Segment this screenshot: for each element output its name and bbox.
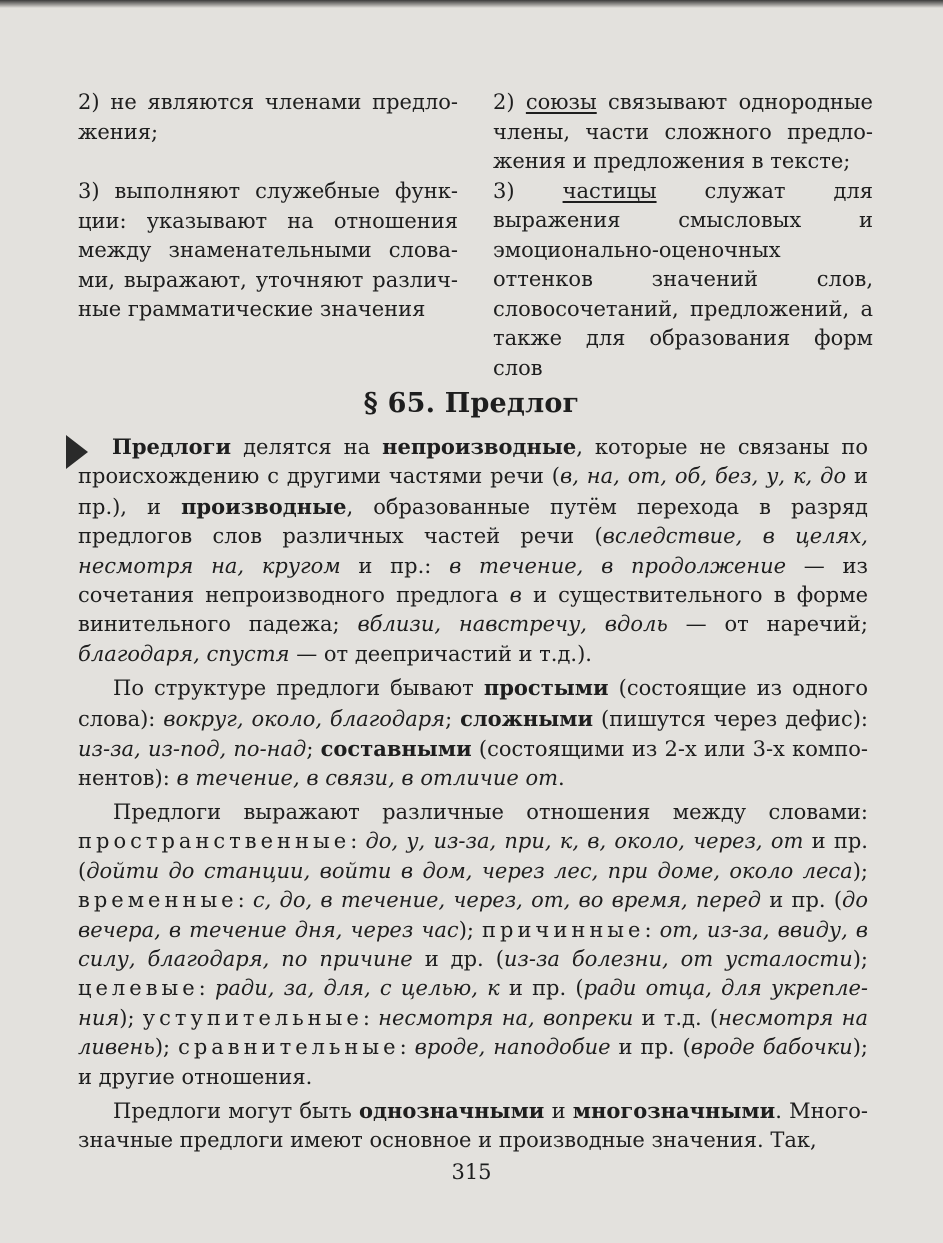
- text-run: и пр. (: [78, 829, 868, 883]
- text-run: , которые не связаны по происхождению с другими частями речи (: [78, 435, 868, 489]
- text-run: однозначными: [359, 1097, 545, 1123]
- text-run: вроде, наподобие: [414, 1035, 611, 1060]
- term-conjunctions: союзы: [525, 90, 597, 114]
- text-run: , образованные путём перехода в разряд предлогов слов различных частей речи (: [78, 494, 868, 549]
- text-run: (состоящими из 2-х или 3-х компонентов):: [78, 737, 868, 791]
- text-run: );: [119, 1005, 143, 1030]
- right-column: [493, 88, 873, 383]
- text-run: :: [399, 1035, 415, 1060]
- text-run: в, на, от, об, без, у, к, до: [559, 464, 847, 489]
- text-run: и: [544, 1098, 573, 1123]
- text-run: и существительного в форме винительного падежа;: [78, 583, 868, 637]
- text-run: непроизводные: [382, 434, 577, 459]
- right-item-3-text: служат для выражения смысловых и эмоционально-оценочных оттенков значений слов, словосочетаний, предложений, а также для образования форм слов: [493, 178, 873, 380]
- text-run: :: [644, 917, 660, 942]
- text-run: Предлоги могут быть: [113, 1098, 360, 1123]
- text-run: :: [237, 888, 253, 913]
- text-run: целевые: [78, 976, 199, 1001]
- text-run: По структуре предлоги бывают: [113, 676, 484, 701]
- text-run: временные: [78, 888, 238, 913]
- text-run: сложными: [460, 705, 594, 731]
- section-body: [78, 432, 868, 1160]
- right-item-2-number: 2): [493, 90, 526, 114]
- right-item-3-number: 3): [493, 178, 563, 203]
- text-run: дойти до станции, войти в дом, через лес, при доме, около леса: [86, 858, 853, 883]
- text-run: с, до, в течение, через, от, во время, перед: [252, 888, 762, 913]
- text-run: уступительные: [142, 1005, 363, 1030]
- text-run: .: [558, 766, 565, 791]
- text-run: и пр. (: [499, 976, 584, 1001]
- section-title: § 65. Предлог: [363, 388, 580, 419]
- text-run: и пр.), и: [78, 464, 869, 519]
- text-run: — из сочетания непроизводного предлога: [78, 553, 868, 608]
- text-run: );: [852, 946, 869, 971]
- text-run: и пр. (: [761, 888, 843, 913]
- text-run: многозначными: [572, 1097, 776, 1123]
- text-run: делятся на: [231, 435, 383, 459]
- text-run: — от деепричастий и т.д.).: [289, 641, 592, 666]
- text-run: до, у, из-за, при, к, в, около, через, от: [365, 829, 804, 854]
- text-run: );: [458, 917, 482, 942]
- two-column-list: [78, 88, 873, 383]
- text-run: ;: [445, 706, 461, 731]
- text-run: );: [154, 1035, 179, 1060]
- paragraph-1: [78, 432, 868, 669]
- text-run: ;: [306, 737, 321, 762]
- text-run: :: [198, 976, 215, 1001]
- text-run: причинные: [482, 917, 645, 942]
- page-number: 315: [451, 1160, 492, 1184]
- text-run: ради отца, для укрепления: [78, 976, 868, 1030]
- left-item-3: 3) выполняют служебные функции: указывают на отношения между знаменательными словами, выражают, уточняют различные грамматические значения: [78, 179, 458, 321]
- text-run: от, из-за, ввиду, в силу, благодаря, по причине: [78, 917, 868, 971]
- left-item-2: 2) не являются членами предложения;: [78, 90, 458, 144]
- text-run: благодаря, спустя: [78, 641, 290, 666]
- text-run: вроде бабочки: [690, 1035, 853, 1060]
- text-run: вследствие, в целях, несмотря на, кругом: [78, 524, 868, 578]
- text-run: вокруг, около, благодаря: [163, 706, 446, 731]
- left-column: [78, 88, 458, 383]
- text-run: (пишутся через дефис):: [593, 706, 868, 731]
- text-run: несмотря на ливень: [78, 1005, 868, 1060]
- text-run: до вечера, в течение дня, через час: [78, 888, 868, 942]
- right-item-2-text: связывают однородные члены, части сложного предложения и предложения в тексте;: [493, 90, 873, 173]
- text-run: простыми: [483, 675, 609, 701]
- text-run: и т.д. (: [633, 1005, 719, 1030]
- text-run: пространственные: [78, 829, 351, 854]
- term-particles: частицы: [562, 178, 657, 203]
- text-run: ); и другие отношения.: [78, 1035, 868, 1089]
- triangle-marker-icon: [66, 435, 88, 469]
- text-run: . Многозначные предлоги имеют основное и производные значения. Так,: [78, 1098, 869, 1153]
- text-run: в течение, в связи, в отличие от: [176, 766, 559, 791]
- text-run: :: [350, 829, 366, 854]
- paragraph-4: [78, 1096, 868, 1156]
- text-run: производные: [181, 493, 347, 519]
- text-run: — от наречий;: [667, 612, 868, 637]
- text-run: составными: [320, 736, 472, 762]
- text-run: и др. (: [412, 946, 504, 971]
- text-run: в течение, в продолжение: [449, 553, 787, 578]
- paragraph-2: [78, 673, 868, 794]
- text-run: вблизи, навстречу, вдоль: [357, 612, 668, 637]
- text-run: в: [509, 583, 522, 608]
- text-run: и пр. (: [610, 1035, 691, 1060]
- text-run: из-за болезни, от усталости: [503, 946, 853, 971]
- text-run: Предлоги: [112, 434, 232, 459]
- text-run: Предлоги выражают различные отношения между словами:: [113, 799, 868, 824]
- text-run: и пр.:: [340, 553, 450, 578]
- text-run: :: [362, 1005, 379, 1030]
- text-run: сравнительные: [178, 1035, 400, 1060]
- right-item-3: [493, 177, 873, 384]
- text-run: (состоящие из одного слова):: [78, 676, 868, 731]
- text-run: ради, за, для, с целью, к: [214, 976, 500, 1001]
- text-run: из-за, из-под, по-над: [78, 737, 307, 762]
- text-run: );: [852, 858, 868, 883]
- right-item-2: [493, 88, 873, 177]
- paragraph-3: [78, 798, 868, 1092]
- text-run: несмотря на, вопреки: [378, 1005, 634, 1030]
